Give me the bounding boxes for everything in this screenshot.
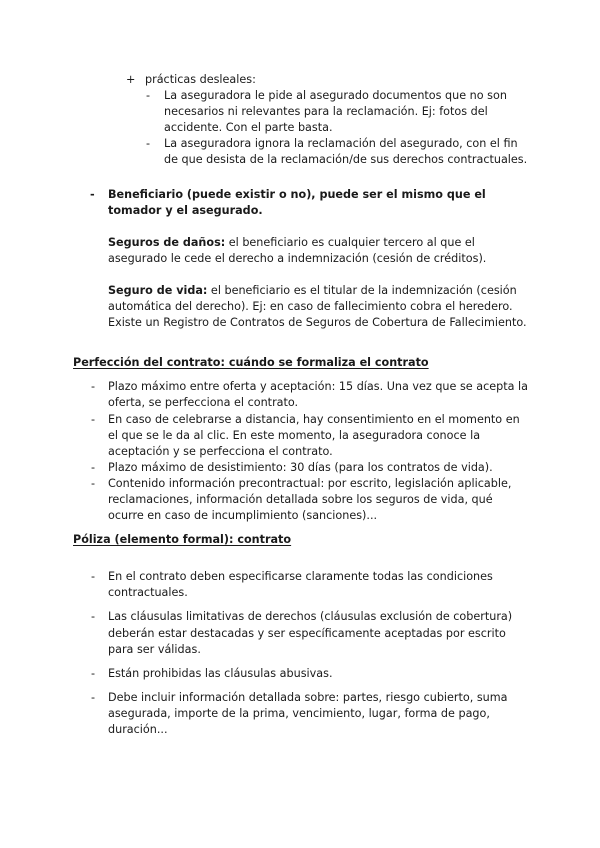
damages-paragraph	[108, 235, 530, 267]
dash-bullet: -	[91, 666, 96, 680]
dash-bullet: -	[146, 137, 151, 151]
list-item-text: Contenido información precontractual: por escrito, legislación aplicable, reclamaciones, información detallada sobre los seguros de vida, qué ocurre en caso de incumplimiento (sanciones)...	[108, 476, 512, 523]
perfeccion-list	[73, 379, 530, 524]
list-item-text: Debe incluir información detallada sobre: partes, riesgo cubierto, suma asegurada, importe de la prima, vencimiento, lugar, forma de pago, duración...	[108, 690, 508, 736]
life-text: el beneficiario es el titular de la indemnización (cesión automática del derecho). Ej: en caso de fallecimiento cobra el heredero. Existe un Registro de Contratos de Seguros de Cobertura de Fallecimiento.	[108, 283, 527, 330]
list-item	[91, 379, 530, 411]
perfeccion-heading: Perfección del contrato: cuándo se formaliza el contrato	[73, 356, 429, 370]
sub-item-text: La aseguradora le pide al asegurado documentos que no son necesarios ni relevantes para la reclamación. Ej: fotos del accidente. Con el parte basta.	[164, 89, 507, 135]
list-item-text: Plazo máximo entre oferta y aceptación: 15 días. Una vez que se acepta la oferta, se perfecciona el contrato.	[108, 380, 528, 410]
list-item	[91, 609, 530, 657]
dash-bullet: -	[91, 380, 96, 394]
dash-bullet: -	[91, 412, 96, 426]
plus-bullet: +	[126, 73, 136, 86]
dash-bullet: -	[146, 89, 151, 103]
dash-bullet: -	[91, 690, 96, 704]
list-item-text: En el contrato deben especificarse claramente todas las condiciones contractuales.	[108, 570, 493, 600]
dash-bullet: -	[91, 460, 96, 474]
sub-item	[146, 88, 530, 136]
list-item	[91, 569, 530, 601]
practicas-title: prácticas desleales:	[145, 73, 256, 86]
list-item	[91, 476, 530, 524]
beneficiary-section	[73, 187, 530, 332]
list-item	[91, 412, 530, 460]
dash-bullet: -	[90, 187, 95, 201]
top-list	[73, 72, 530, 169]
life-paragraph	[108, 283, 530, 331]
dash-bullet: -	[91, 570, 96, 584]
damages-text: el beneficiario es cualquier tercero al que el asegurado le cede el derecho a indemnización (cesión de créditos).	[108, 235, 487, 265]
poliza-list	[73, 569, 530, 738]
list-item-text: En caso de celebrarse a distancia, hay consentimiento en el momento en el que se le da al clic. En este momento, la aseguradora conoce la aceptación y se perfecciona el contrato.	[108, 412, 520, 458]
beneficiary-heading: Beneficiario (puede existir o no), puede ser el mismo que el tomador y el asegurado.	[108, 187, 486, 217]
list-item	[91, 690, 530, 738]
dash-bullet: -	[91, 476, 96, 490]
list-item-practicas	[73, 72, 530, 169]
list-item-text: Las cláusulas limitativas de derechos (cláusulas exclusión de cobertura) deberán estar destacadas y ser específicamente aceptadas por escrito para ser válidas.	[108, 610, 513, 656]
poliza-heading: Póliza (elemento formal): contrato	[73, 533, 292, 547]
life-label: Seguro de vida:	[108, 283, 208, 297]
list-item	[91, 666, 530, 682]
sub-item-text: La aseguradora ignora la reclamación del asegurado, con el fin de que desista de la reclamación/de sus derechos contractuales.	[164, 137, 528, 167]
list-item	[91, 460, 530, 476]
sub-item	[146, 136, 530, 168]
list-item-text: Están prohibidas las cláusulas abusivas.	[108, 666, 333, 680]
list-item-text: Plazo máximo de desistimiento: 30 días (para los contratos de vida).	[108, 460, 493, 474]
practicas-sublist	[146, 88, 530, 168]
damages-label: Seguros de daños:	[108, 235, 226, 249]
dash-bullet: -	[91, 610, 96, 624]
